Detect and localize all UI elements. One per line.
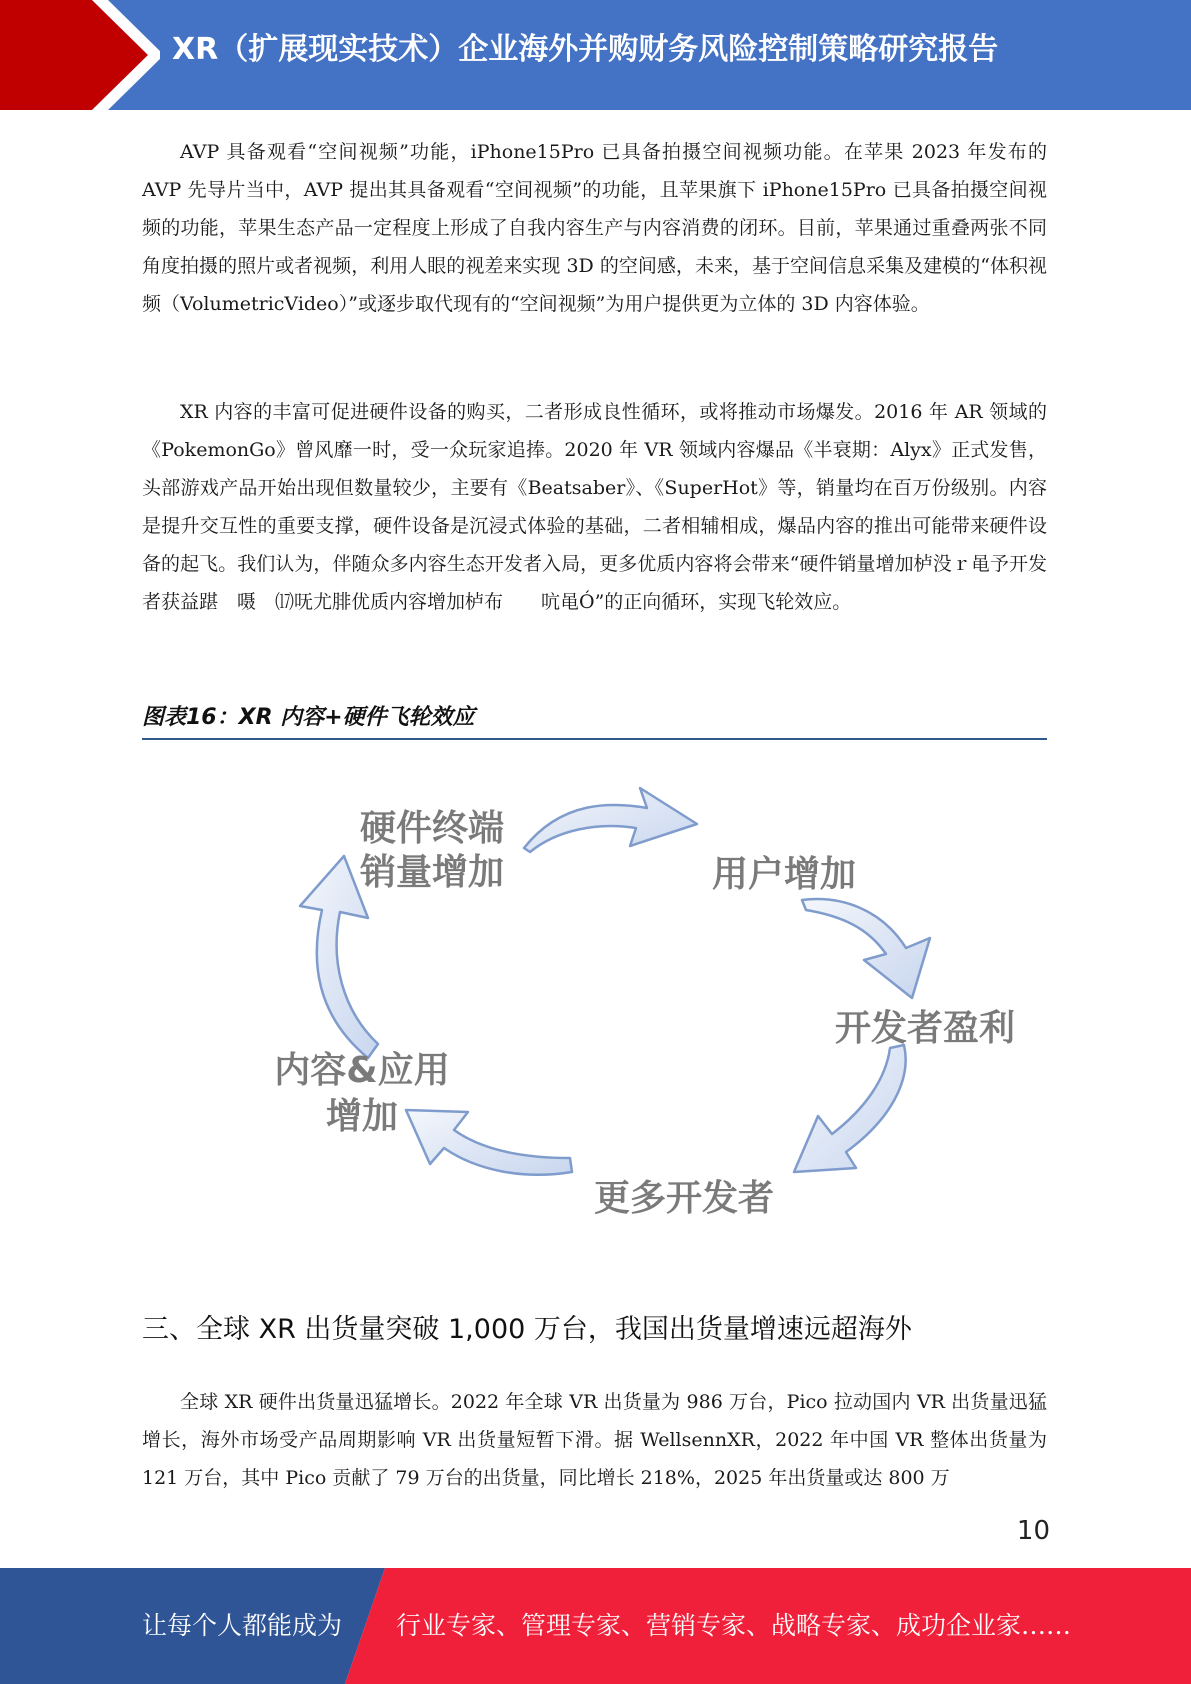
cycle-arrow-top — [524, 788, 697, 852]
cycle-arrow-bottom — [406, 1110, 572, 1175]
node-content-line2: 增加 — [325, 1096, 399, 1137]
node-developer-profit: 开发者盈利 — [834, 1008, 1016, 1049]
page-footer — [0, 1568, 1191, 1684]
cycle-arrow-right-upper — [802, 899, 930, 998]
figure-caption: 图表16：XR 内容+硬件飞轮效应 — [142, 705, 475, 730]
cycle-arrow-right-lower — [794, 1045, 906, 1172]
header-chevron-logo — [0, 0, 160, 110]
node-users: 用户增加 — [711, 854, 857, 895]
node-hardware-line1: 硬件终端 — [359, 808, 505, 849]
footer-slogan-left: 让每个人都能成为 — [142, 1611, 343, 1640]
page-number: 10 — [1016, 1516, 1050, 1546]
paragraph-shipments: 全球 XR 硬件出货量迅猛增长。2022 年全球 VR 出货量为 986 万台，Pico 拉动国内 VR 出货量迅猛增长，海外市场受产品周期影响 VR 出货量短暂下滑。据 WellsennXR，2022 年中国 VR 整体出货量为 121 万台，其中 Pico 贡献了 79 万台的出货量，同比增长 218%，2025 年出货量或达 800 万 — [142, 1391, 1047, 1489]
node-hardware-line2: 销量增加 — [359, 852, 505, 893]
paragraph-xr-content: XR 内容的丰富可促进硬件设备的购买，二者形成良性循环，或将推动市场爆发。2016 年 AR 领域的《PokemonGo》曾风靡一时，受一众玩家追捧。2020 年 VR 领域内容爆品《半衰期：Alyx》正式发售，头部游戏产品开始出现但数量较少，主要有《Beatsaber》、《SuperHot》等，销量均在百万份级别。内容是提升交互性的重要支撑，硬件设备是沉浸式体验的基础，二者相辅相成，爆品内容的推出可能带来硬件设备的起飞。我们认为，伴随众多内容生态开发者入局，更多优质内容将会带来“硬件销量增加栌没ｒ黾予开发者获益踸 嗫 ⒄呒尤腓优质内容增加栌布 吭黾Ó”的正向循环，实现飞轮效应。 — [142, 401, 1047, 613]
flywheel-diagram — [142, 760, 1047, 1260]
footer-slogan-right: 行业专家、管理专家、营销专家、战略专家、成功企业家…… — [396, 1611, 1072, 1640]
paragraph-avp: AVP 具备观看“空间视频”功能，iPhone15Pro 已具备拍摄空间视频功能。在苹果 2023 年发布的 AVP 先导片当中，AVP 提出其具备观看“空间视频”的功能，且苹果旗下 iPhone15Pro 已具备拍摄空间视频的功能，苹果生态产品一定程度上形成了自我内容生产与内容消费的闭环。目前，苹果通过重叠两张不同角度拍摄的照片或者视频，利用人眼的视差来实现 3D 的空间感，未来，基于空间信息采集及建模的“体积视频（VolumetricVideo）”或逐步取代现有的“空间视频”为用户提供更为立体的 3D 内容体验。 — [142, 141, 1047, 315]
node-more-developers: 更多开发者 — [593, 1178, 775, 1219]
report-title: XR（扩展现实技术）企业海外并购财务风险控制策略研究报告 — [172, 32, 999, 67]
page-header — [0, 0, 1191, 110]
figure-divider — [142, 738, 1047, 740]
node-content-line1: 内容&应用 — [274, 1050, 450, 1091]
section-heading: 三、全球 XR 出货量突破 1,000 万台，我国出货量增速远超海外 — [142, 1314, 912, 1345]
